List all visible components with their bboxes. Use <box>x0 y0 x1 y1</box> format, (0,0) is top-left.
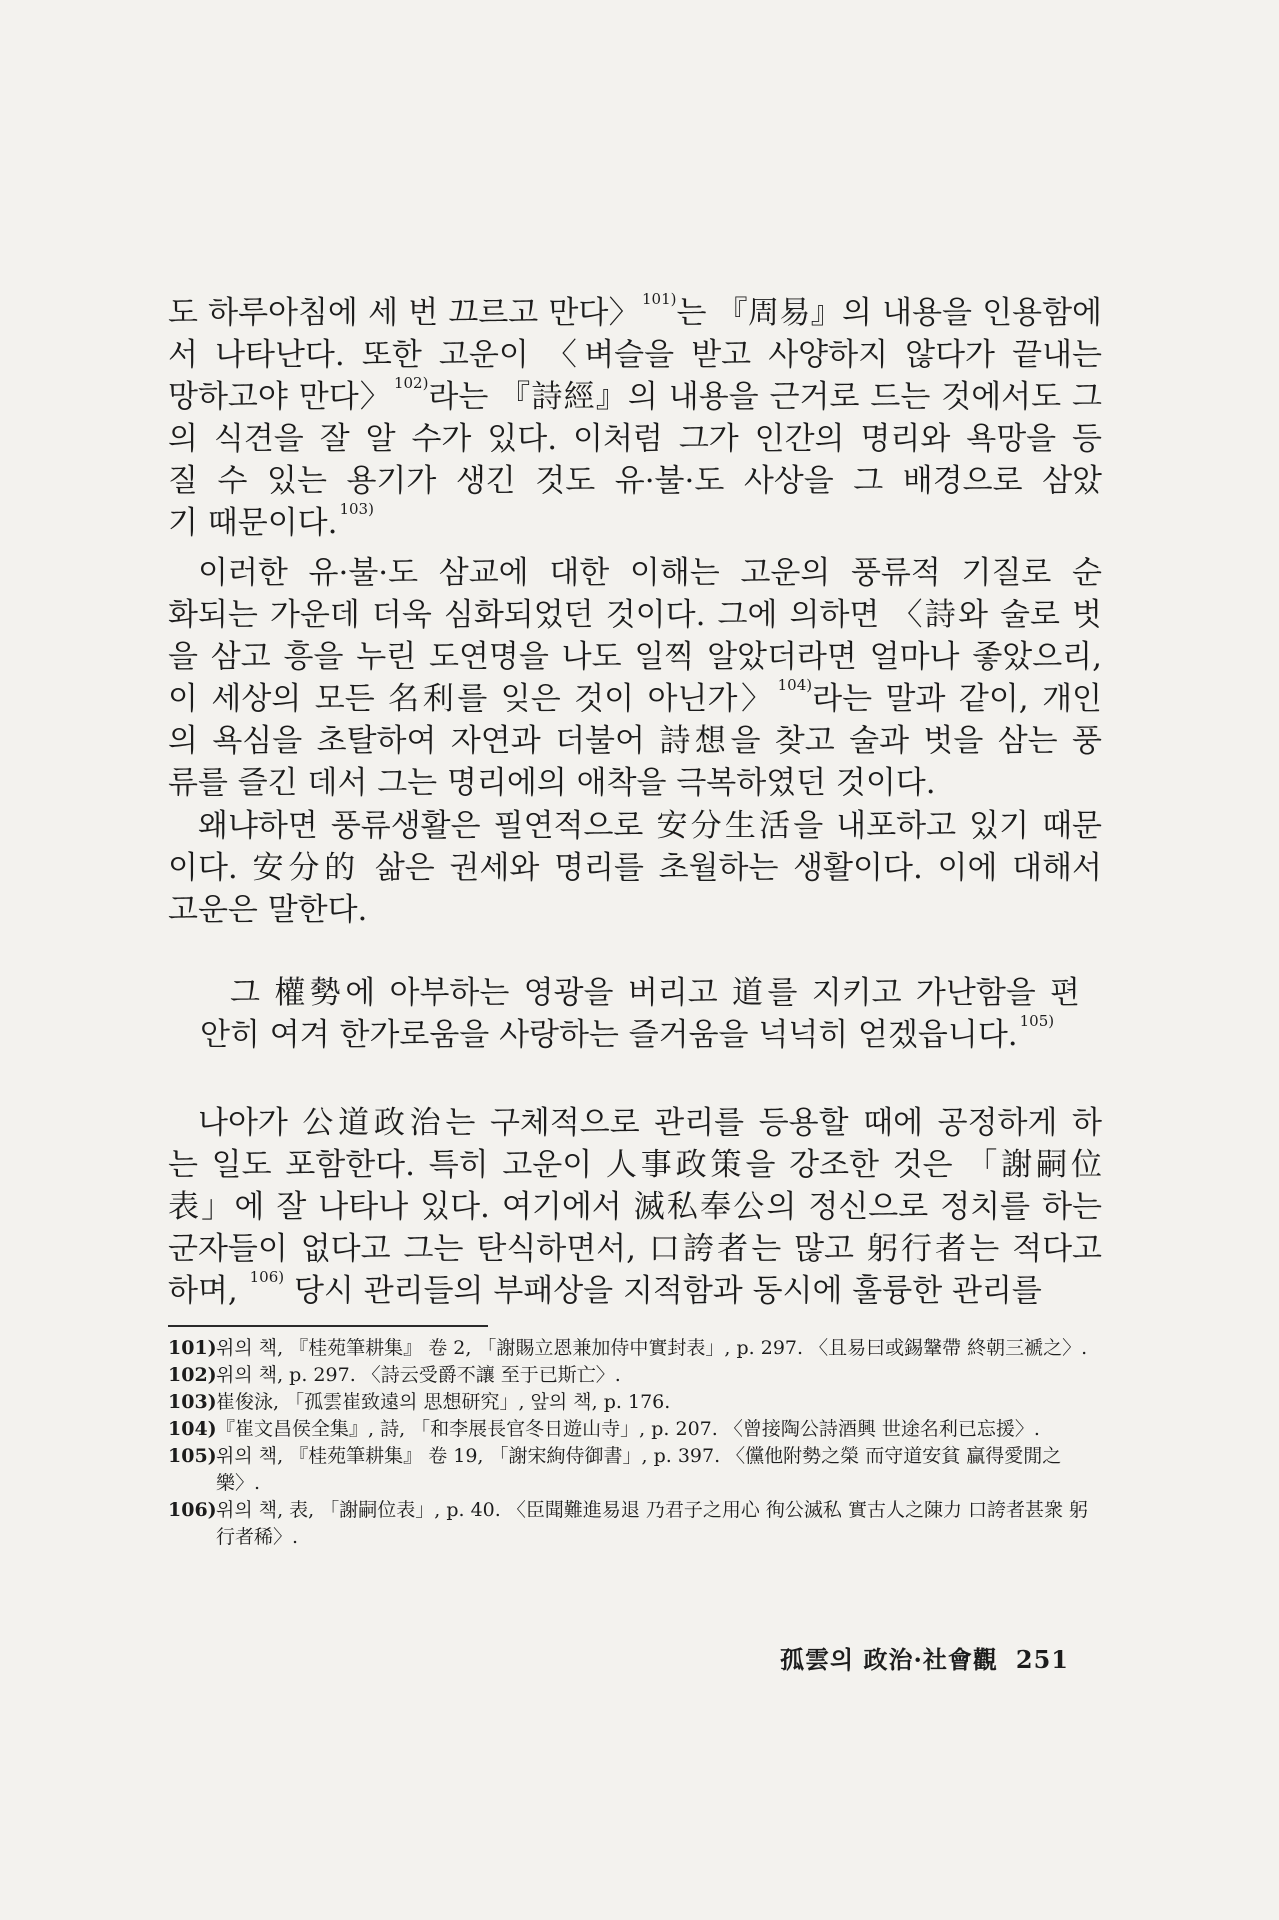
footnotes <box>168 1335 1102 1551</box>
footnote-104: 104) 『崔文昌侯全集』, 詩, 「和李展長官冬日遊山寺」, p. 207. 〈曾接陶公詩酒興 世途名利已忘援〉. <box>168 1418 1040 1440</box>
block-quote: 그 權勢에 아부하는 영광을 버리고 道를 지키고 가난함을 편 안히 여겨 한가로움을 사랑하는 즐거움을 넉넉히 얻겠읍니다. $^{105)}$ <box>200 975 1080 1053</box>
footnote-102: 102) 위의 책, p. 297. 〈詩云受爵不讓 至于已斯亡〉. <box>168 1364 621 1386</box>
running-footer <box>780 1640 1069 1675</box>
footnote-101: 101) 위의 책, 『桂苑筆耕集』 卷 2, 「謝賜立恩兼加侍中實封表」, p. 297. 〈且易曰或錫鞶帶 終朝三褫之〉. <box>168 1337 1088 1359</box>
footnote-ref-103[interactable]: 103) <box>339 502 374 518</box>
footnote-ref-102[interactable]: 102) <box>393 376 429 392</box>
footnote-105: 105) 위의 책, 『桂苑筆耕集』 卷 19, 「謝宋絢侍御書」, p. 397. 〈儻他附勢之榮 而守道安貧 贏得愛閒之樂〉. <box>168 1445 1062 1494</box>
paragraph-3: 왜냐하면 풍류생활은 필연적으로 安分生活을 내포하고 있기 때문 이다. 安分的 삶은 권세와 명리를 초월하는 생활이다. 이에 대해서 고운은 말한다. <box>168 808 1102 928</box>
footnote-divider <box>168 1325 488 1327</box>
footnote-ref-105[interactable]: 105) <box>1019 1014 1055 1030</box>
footnote-ref-101[interactable]: 101) <box>642 292 677 308</box>
paragraph-1: 도 하루아침에 세 번 끄르고 만다〉 $^{101)}$는 『周易』의 내용을 인용함에 서 나타난다. 또한 고운이 〈벼슬을 받고 사양하지 않다가 끝내는 망하고야 만다〉 $^{102)}$라는 『詩經』의 내용을 근거로 드는 것에서도 그 의 식견을 잘 알 수가 있다. 이처럼 그가 인간의 명리와 욕망을 등 질 수 있는 용기가 생긴 것도 유·불·도 사상을 그 배경으로 삼았 기 때문이다. $^{103)}$ <box>168 292 1102 541</box>
paragraph-4: 나아가 公道政治는 구체적으로 관리를 등용할 때에 공정하게 하 는 일도 포함한다. 특히 고운이 人事政策을 강조한 것은 「謝嗣位 表」에 잘 나타나 있다. 여기에서 滅私奉公의 정신으로 정치를 하는 군자들이 없다고 그는 탄식하면서, 口誇者는 많고 躬行者는 적다고 하며, $^{106)}$ 당시 관리들의 부패상을 지적함과 동시에 훌륭한 관리를 <box>168 1105 1102 1309</box>
running-title: 孤雲의 政治·社會觀 <box>779 1645 998 1674</box>
footnote-106: 106) 위의 책, 表, 「謝嗣位表」, p. 40. 〈臣聞難進易退 乃君子之用心 徇公滅私 實古人之陳力 口誇者甚衆 躬行者稀〉. <box>168 1499 1089 1548</box>
footnote-103: 103) 崔俊泳, 「孤雲崔致遠의 思想研究」, 앞의 책, p. 176. <box>168 1391 671 1413</box>
footnote-ref-106[interactable]: 106) <box>249 1270 285 1286</box>
paragraph-2: 이러한 유·불·도 삼교에 대한 이해는 고운의 풍류적 기질로 순 화되는 가운데 더욱 심화되었던 것이다. 그에 의하면 〈詩와 술로 벗 을 삼고 흥을 누린 도연명을 나도 일찍 알았더라면 얼마나 좋았으리, 이 세상의 모든 名利를 잊은 것이 아닌가〉 $^{104)}$라는 말과 같이, 개인 의 욕심을 초탈하여 자연과 더불어 詩想을 찾고 술과 벗을 삼는 풍 류를 즐긴 데서 그는 명리에의 애착을 극복하였던 것이다. <box>168 555 1102 801</box>
footnote-ref-104[interactable]: 104) <box>777 678 813 694</box>
page-number: 251 <box>1015 1645 1069 1674</box>
